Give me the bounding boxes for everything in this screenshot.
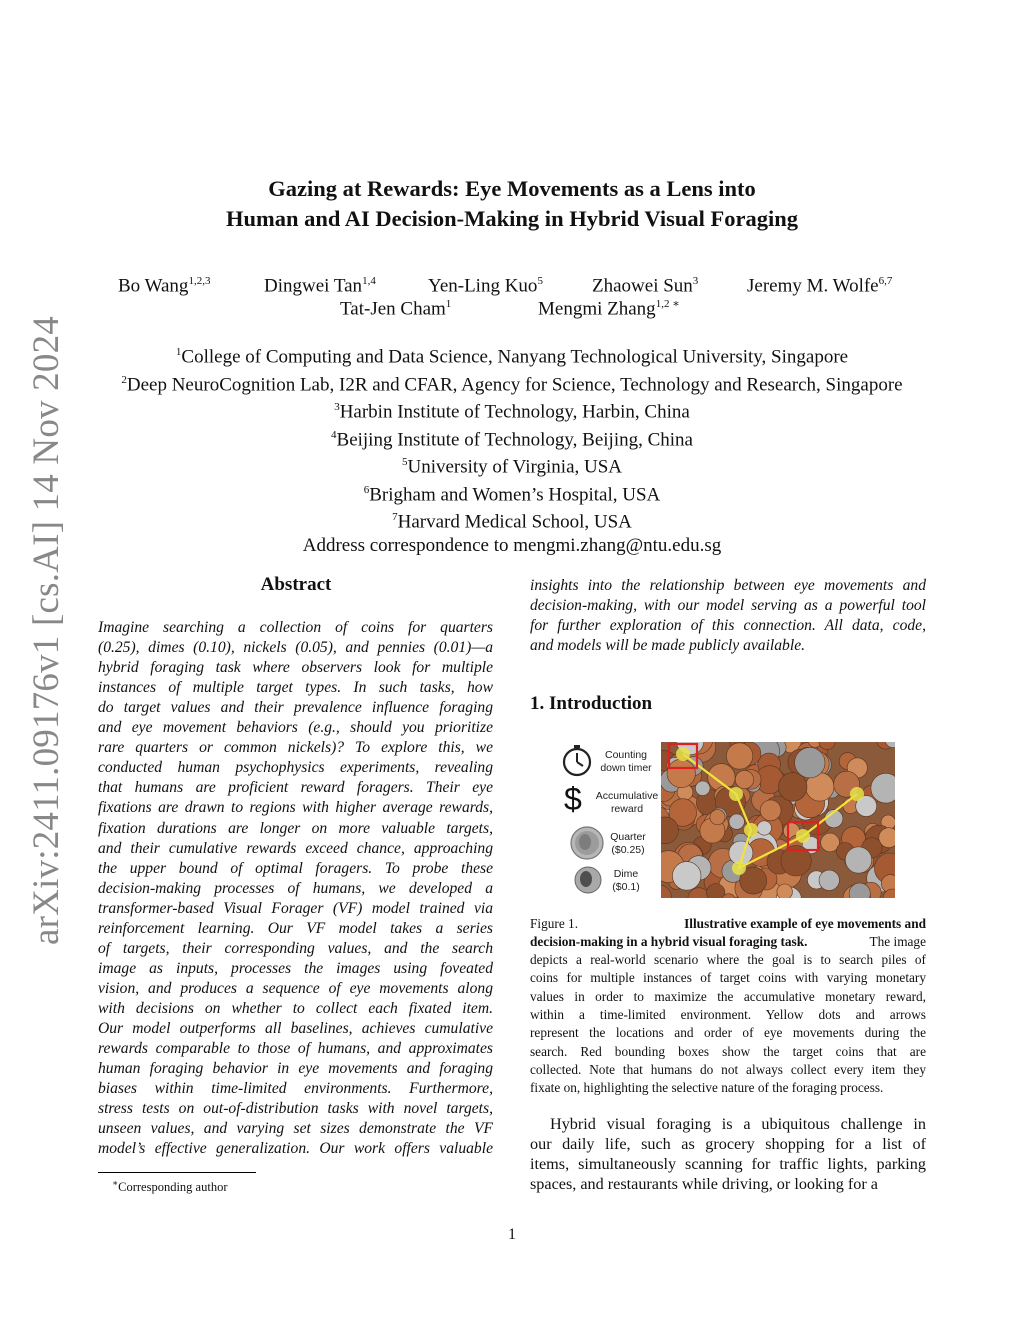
- abstract-line: transformer-based Visual Forager (VF) model trained via: [98, 899, 493, 917]
- arxiv-identifier: arXiv:2411.09176v1 [cs.AI] 14 Nov 2024: [26, 316, 67, 945]
- affiliation-4: $^4$Beijing Institute of Technology, Beijing, China: [331, 428, 693, 450]
- abstract-line: conducted human psychophysics experiments, revealing: [98, 759, 493, 777]
- abstract-line: instances of multiple target types. In such tasks, how: [98, 679, 493, 697]
- abstract-line: fixations are drawn to regions with higher average rewards,: [98, 799, 493, 817]
- abstract-line: stress tests on out-of-distribution tasks with novel targets,: [98, 1100, 493, 1118]
- coin-pile-image: [661, 742, 895, 898]
- timer-label: Counting down timer: [600, 749, 652, 774]
- abstract-line: biases within time-limited environments. Furthermore,: [98, 1080, 493, 1098]
- abstract-heading: Abstract: [260, 574, 332, 595]
- abstract-line: and models will be made publicly available.: [530, 637, 806, 655]
- caption-line: represent the locations and order of eye movements during the: [530, 1025, 926, 1041]
- correspondence-email: Address correspondence to mengmi.zhang@ntu.edu.sg: [302, 534, 722, 556]
- coin: [672, 862, 701, 891]
- coin: [778, 773, 807, 802]
- quarter-label: Quarter ($0.25): [610, 831, 646, 856]
- intro-line: Hybrid visual foraging is a ubiquitous challenge in: [550, 1115, 926, 1133]
- coin: [735, 770, 753, 788]
- abstract-line: the upper bound of optimal foragers. To probe these: [98, 859, 493, 877]
- intro-line: our daily life, such as grocery shopping for a list of: [530, 1135, 926, 1154]
- intro-line: items, simultaneously scanning for traffic lights, parking: [530, 1155, 926, 1174]
- author-3: Yen-Ling Kuo$^5$: [428, 275, 543, 297]
- abstract-line: with decisions on whether to collect each fixated item.: [98, 999, 493, 1017]
- affiliation-7: $^7$Harvard Medical School, USA: [392, 511, 632, 533]
- coin: [819, 870, 839, 890]
- coin: [695, 781, 710, 796]
- coin: [845, 847, 871, 873]
- coin: [777, 884, 793, 898]
- abstract-line: that humans are proficient reward foragers. Their eye: [98, 779, 493, 797]
- caption-line: fixate on, highlighting the selective nature of the foraging process.: [530, 1080, 884, 1096]
- abstract-line: and eye movement behaviors (e.g., should you prioritize: [98, 719, 493, 737]
- reward-label: Accumulative reward: [595, 790, 659, 815]
- title-line-2: Human and AI Decision-Making in Hybrid Visual Foraging: [226, 206, 798, 231]
- abstract-line: hybrid foraging task where observers look for multiple: [98, 659, 493, 677]
- affiliation-3: $^3$Harbin Institute of Technology, Harbin, China: [334, 401, 690, 423]
- coin: [757, 821, 771, 835]
- abstract-line: reinforcement learning. Our VF model takes a series: [98, 919, 493, 937]
- affiliation-2: $^2$Deep NeuroCognition Lab, I2R and CFAR, Agency for Science, Technology and Research, Singapore: [121, 373, 903, 395]
- introduction-heading: 1. Introduction: [530, 693, 653, 714]
- author-5: Jeremy M. Wolfe$^{6,7}$: [747, 275, 893, 297]
- author-4: Zhaowei Sun$^3$: [592, 275, 699, 297]
- abstract-line: for further exploration of this connection. All data, code,: [530, 617, 926, 635]
- dollar-icon: $: [564, 781, 582, 817]
- title-line-1: Gazing at Rewards: Eye Movements as a Lens into: [268, 176, 756, 201]
- coin: [667, 759, 695, 787]
- caption-line: collected. Note that humans do not always collect every item they: [530, 1062, 926, 1078]
- abstract-line: of targets, their corresponding values, and the search: [98, 939, 493, 957]
- stopwatch-icon: [560, 744, 594, 778]
- coin: [710, 810, 725, 825]
- affiliation-1: $^1$College of Computing and Data Science, Nanyang Technological University, Singapore: [175, 346, 849, 368]
- author-6: Tat-Jen Cham$^1$: [340, 298, 452, 320]
- abstract-line: Our model outperforms all baselines, achieves cumulative: [98, 1020, 493, 1037]
- caption-line: depicts a real-world scenario where the goal is to search piles of: [530, 952, 926, 967]
- abstract-line: Imagine searching a collection of coins for quarters: [98, 619, 493, 636]
- abstract-line: human foraging behavior in eye movements and foraging: [98, 1060, 493, 1078]
- abstract-line: rare quarters or common nickels)? To explore this, we: [98, 739, 493, 757]
- abstract-line: unseen values, and varying set sizes demonstrate the VF: [98, 1120, 493, 1138]
- abstract-line: decision-making processes of humans, we developed a: [98, 879, 493, 897]
- footnote-rule: [98, 1172, 256, 1173]
- abstract-line: (0.25), dimes (0.10), nickels (0.05), and pennies (0.01)—a: [98, 639, 493, 657]
- abstract-line: do target values and their prevalence influence foraging: [98, 699, 493, 717]
- abstract-line: and their cumulative rewards exceed chance, approaching: [98, 839, 493, 857]
- coin: [726, 743, 752, 769]
- author-7: Mengmi Zhang$^{1,2 ∗}$: [538, 298, 680, 320]
- abstract-line: model’s effective generalization. Our work offers valuable: [98, 1140, 493, 1158]
- abstract-line: decision-making, with our model serving as a powerful tool: [530, 597, 926, 615]
- coin: [729, 814, 744, 829]
- page-number: 1: [508, 1226, 516, 1243]
- figure-1: [556, 740, 926, 900]
- affiliation-5: $^5$University of Virginia, USA: [401, 456, 623, 478]
- author-1: Bo Wang$^{1,2,3}$: [118, 275, 211, 297]
- quarter-coin-icon: [570, 826, 604, 860]
- coin: [760, 800, 781, 821]
- dime-coin-icon: [574, 866, 602, 894]
- abstract-line: vision, and produces a sequence of eye movements along: [98, 979, 493, 997]
- figure-caption-line-1: Figure 1. Illustrative example of eye movements and: [530, 916, 926, 931]
- abstract-line: fixation durations are longer on more valuable targets,: [98, 819, 493, 837]
- affiliations: [60, 341, 964, 557]
- caption-line: search. Red bounding boxes show the target coins that are: [530, 1043, 926, 1059]
- abstract-line: insights into the relationship between eye movements and: [530, 577, 926, 594]
- affiliation-6: $^6$Brigham and Women’s Hospital, USA: [363, 483, 661, 505]
- caption-line: coins for multiple instances of target coins with varying monetary: [530, 970, 926, 986]
- figure-caption-line-2: decision-making in a hybrid visual foraging task. The image: [530, 934, 926, 949]
- author-2: Dingwei Tan$^{1,4}$: [264, 275, 376, 297]
- footnote: ∗Corresponding author: [112, 1178, 228, 1195]
- caption-line: values in order to maximize the accumulative monetary reward,: [530, 988, 926, 1004]
- abstract-line: image as inputs, processes the images using foveated: [98, 959, 493, 977]
- caption-line: within a time-limited environment. Yellow dots and arrows: [530, 1007, 926, 1023]
- coin: [795, 748, 825, 778]
- abstract-line: rewards comparable to those of humans, and approximates: [98, 1040, 493, 1058]
- intro-line: spaces, and restaurants while driving, or looking for a: [530, 1175, 878, 1194]
- dime-label: Dime ($0.1): [612, 868, 640, 893]
- paper-title: [100, 174, 924, 234]
